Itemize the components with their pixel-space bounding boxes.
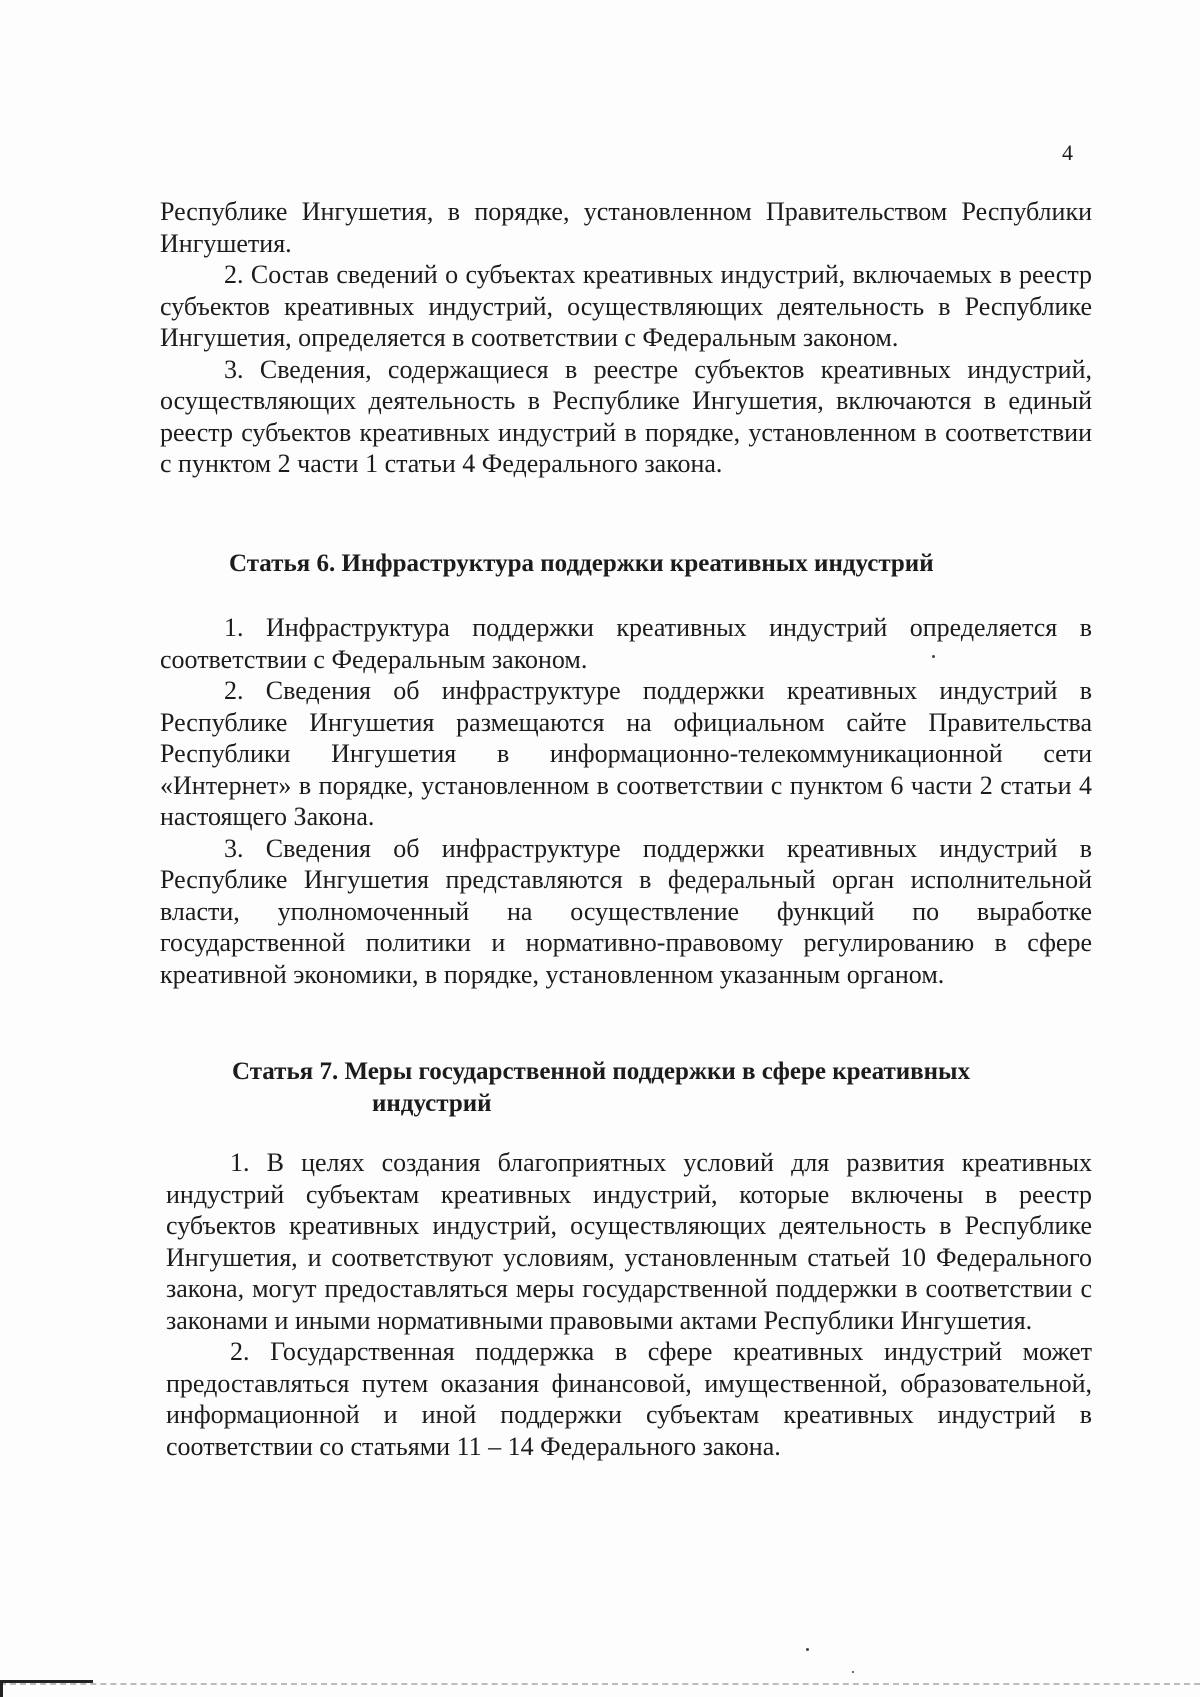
scan-speck (852, 1671, 854, 1673)
scan-bottom-edge (0, 1680, 1200, 1685)
paragraph: 2. Государственная поддержка в сфере креативных индустрий может предоставляться путем оказания финансовой, имущественной, образовательной, информационной и иной поддержки субъектам креативных индустрий в соответствии со статьями 11 – 14 Федерального закона. (166, 1337, 1092, 1461)
article-7-heading (232, 1056, 1092, 1120)
scan-speck (806, 1648, 809, 1651)
paragraph: 2. Сведения об инфраструктуре поддержки креативных индустрий в Республике Ингушетия размещаются на официальном сайте Правительства Республики Ингушетия в информационно-телекоммуникационной сети «Интернет» в порядке, установленном в соответствии с пунктом 6 части 2 статьи 4 настоящего Закона. (160, 676, 1092, 831)
paragraph: 1. В целях создания благоприятных условий для развития креативных индустрий субъектам креативных индустрий, которые включены в реестр субъектов креативных индустрий, осуществляющих деятельность в Республике Ингушетия, и соответствуют условиям, установленным статьей 10 Федерального закона, могут предоставляться меры государственной поддержки в соответствии с законами и иными нормативными правовыми актами Республики Ингушетия. (166, 1148, 1092, 1335)
paragraph: 1. Инфраструктура поддержки креативных индустрий определяется в соответствии с Федеральным законом. (160, 613, 1092, 674)
continuation-block (160, 196, 1092, 480)
article-7-body (166, 1147, 1092, 1462)
paragraph: 2. Состав сведений о субъектах креативных индустрий, включаемых в реестр субъектов креативных индустрий, осуществляющих деятельность в Республике Ингушетия, определяется в соответствии с Федеральным законом. (160, 260, 1092, 352)
page-number: 4 (1062, 140, 1073, 165)
article-6-body (160, 612, 1092, 990)
scan-corner-mark (0, 1680, 93, 1697)
paragraph: Республике Ингушетия, в порядке, установленном Правительством Республики Ингушетия. (160, 197, 1092, 258)
paragraph: 3. Сведения об инфраструктуре поддержки креативных индустрий в Республике Ингушетия представляются в федеральный орган исполнительной власти, уполномоченный на осуществление функций по выработке государственной политики и нормативно-правовому регулированию в сфере креативной экономики, в порядке, установленном указанным органом. (160, 833, 1092, 989)
article-6-heading: Статья 6. Инфраструктура поддержки креативных индустрий (229, 550, 934, 577)
scan-speck (932, 655, 935, 658)
article-7-heading-line1: Статья 7. Меры государственной поддержки в сфере креативных (232, 1058, 971, 1085)
paragraph: 3. Сведения, содержащиеся в реестре субъектов креативных индустрий, осуществляющих деятельность в Республике Ингушетия, включаются в единый реестр субъектов креативных индустрий в порядке, установленном в соответствии с пунктом 2 части 1 статьи 4 Федерального закона. (160, 354, 1092, 478)
article-7-heading-line2: индустрий (372, 1090, 492, 1117)
